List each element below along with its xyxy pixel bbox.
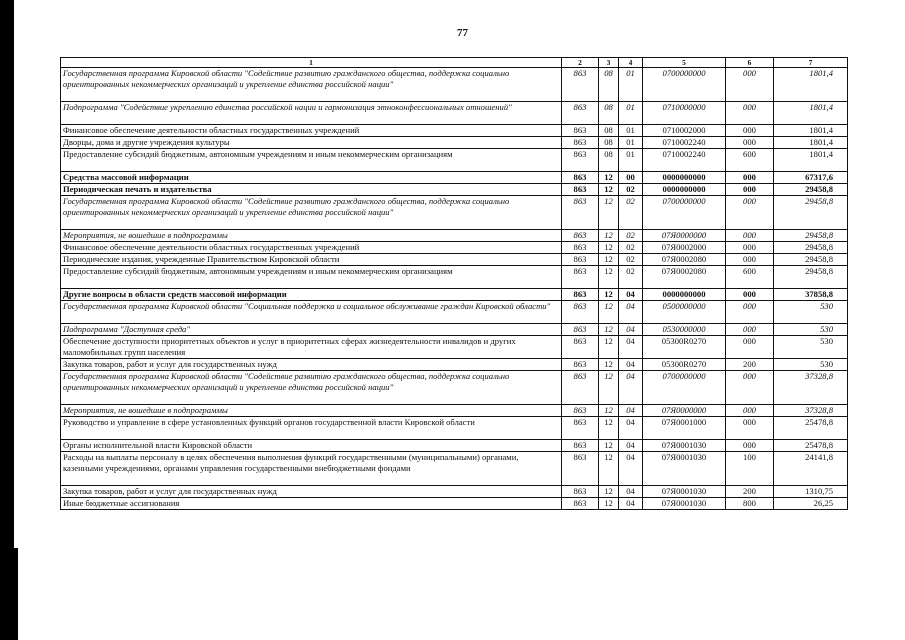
row-target-item-code: 07Я0002080 (643, 254, 726, 266)
row-subsection-code: 02 (619, 266, 643, 289)
row-subsection-code: 01 (619, 68, 643, 102)
row-section-code: 12 (599, 289, 619, 301)
row-subsection-code: 04 (619, 324, 643, 336)
row-section-code: 12 (599, 254, 619, 266)
row-expense-type-code: 000 (726, 336, 774, 359)
row-amount: 1801,4 (774, 125, 848, 137)
row-ministry-code: 863 (562, 301, 599, 324)
row-target-item-code: 0700000000 (643, 196, 726, 230)
row-target-item-code: 0710000000 (643, 102, 726, 125)
row-ministry-code: 863 (562, 102, 599, 125)
row-target-item-code: 0500000000 (643, 301, 726, 324)
row-amount: 1310,75 (774, 486, 848, 498)
row-section-code: 12 (599, 498, 619, 510)
row-description: Государственная программа Кировской области "Содействие развитию гражданского общества, поддержка социально ориентированных некоммерческих организаций и укрепление единства российской нации" (61, 68, 562, 102)
row-expense-type-code: 800 (726, 498, 774, 510)
row-section-code: 12 (599, 242, 619, 254)
row-target-item-code: 05300R0270 (643, 359, 726, 371)
table-row (61, 137, 848, 149)
row-description: Подпрограмма "Содействие укреплению единства российской нации и гармонизация этноконфессиональных отношений" (61, 102, 562, 125)
header-cell: 1 (61, 58, 562, 68)
header-cell: 7 (774, 58, 848, 68)
header-cell: 3 (599, 58, 619, 68)
table-row (61, 266, 848, 289)
table-row (61, 102, 848, 125)
row-section-code: 12 (599, 324, 619, 336)
header-cell: 5 (643, 58, 726, 68)
scan-edge-shadow-lower (0, 548, 18, 640)
row-description: Финансовое обеспечение деятельности областных государственных учреждений (61, 125, 562, 137)
row-subsection-code: 04 (619, 417, 643, 440)
row-description: Финансовое обеспечение деятельности областных государственных учреждений (61, 242, 562, 254)
row-target-item-code: 07Я0001030 (643, 440, 726, 452)
row-description: Закупка товаров, работ и услуг для государственных нужд (61, 486, 562, 498)
row-subsection-code: 04 (619, 498, 643, 510)
row-section-code: 08 (599, 125, 619, 137)
row-amount: 29458,8 (774, 230, 848, 242)
row-section-code: 12 (599, 405, 619, 417)
row-subsection-code: 01 (619, 125, 643, 137)
row-target-item-code: 0710002240 (643, 137, 726, 149)
row-ministry-code: 863 (562, 266, 599, 289)
row-subsection-code: 04 (619, 359, 643, 371)
header-cell: 2 (562, 58, 599, 68)
table-row (61, 359, 848, 371)
row-target-item-code: 0710002000 (643, 125, 726, 137)
row-ministry-code: 863 (562, 184, 599, 196)
row-target-item-code: 0700000000 (643, 371, 726, 405)
row-description: Государственная программа Кировской области "Социальная поддержка и социальное обслуживание граждан Кировской области" (61, 301, 562, 324)
table-row (61, 417, 848, 440)
row-expense-type-code: 000 (726, 102, 774, 125)
row-expense-type-code: 000 (726, 184, 774, 196)
row-description: Органы исполнительной власти Кировской области (61, 440, 562, 452)
row-amount: 29458,8 (774, 266, 848, 289)
row-expense-type-code: 000 (726, 172, 774, 184)
row-ministry-code: 863 (562, 68, 599, 102)
row-subsection-code: 04 (619, 405, 643, 417)
row-target-item-code: 0530000000 (643, 324, 726, 336)
row-subsection-code: 04 (619, 289, 643, 301)
row-amount: 25478,8 (774, 417, 848, 440)
row-section-code: 12 (599, 452, 619, 486)
row-amount: 530 (774, 324, 848, 336)
row-section-code: 12 (599, 440, 619, 452)
row-section-code: 12 (599, 486, 619, 498)
row-expense-type-code: 000 (726, 242, 774, 254)
row-expense-type-code: 000 (726, 68, 774, 102)
row-description: Иные бюджетные ассигнования (61, 498, 562, 510)
row-target-item-code: 07Я0002000 (643, 242, 726, 254)
row-subsection-code: 04 (619, 486, 643, 498)
row-description: Дворцы, дома и другие учреждения культуры (61, 137, 562, 149)
table-row (61, 172, 848, 184)
page-number: 77 (457, 27, 468, 39)
row-subsection-code: 01 (619, 149, 643, 172)
row-description: Периодическая печать и издательства (61, 184, 562, 196)
table-row (61, 289, 848, 301)
row-ministry-code: 863 (562, 440, 599, 452)
table-row (61, 196, 848, 230)
row-expense-type-code: 200 (726, 359, 774, 371)
table-row (61, 371, 848, 405)
row-expense-type-code: 600 (726, 266, 774, 289)
row-section-code: 12 (599, 301, 619, 324)
row-subsection-code: 02 (619, 184, 643, 196)
row-target-item-code: 0000000000 (643, 172, 726, 184)
row-description: Мероприятия, не вошедшие в подпрограммы (61, 405, 562, 417)
row-section-code: 12 (599, 230, 619, 242)
table-row (61, 486, 848, 498)
row-section-code: 12 (599, 371, 619, 405)
row-amount: 29458,8 (774, 196, 848, 230)
row-expense-type-code: 000 (726, 289, 774, 301)
table-row (61, 452, 848, 486)
row-description: Государственная программа Кировской области "Содействие развитию гражданского общества, поддержка социально ориентированных некоммерческих организаций и укрепление единства российской нации" (61, 371, 562, 405)
row-amount: 1801,4 (774, 102, 848, 125)
row-expense-type-code: 000 (726, 137, 774, 149)
row-expense-type-code: 000 (726, 125, 774, 137)
row-ministry-code: 863 (562, 324, 599, 336)
header-cell: 4 (619, 58, 643, 68)
row-section-code: 08 (599, 102, 619, 125)
row-ministry-code: 863 (562, 196, 599, 230)
table-row (61, 498, 848, 510)
row-subsection-code: 01 (619, 137, 643, 149)
row-description: Закупка товаров, работ и услуг для государственных нужд (61, 359, 562, 371)
row-target-item-code: 0000000000 (643, 289, 726, 301)
row-subsection-code: 02 (619, 230, 643, 242)
row-description: Предоставление субсидий бюджетным, автономным учреждениям и иным некоммерческим организациям (61, 149, 562, 172)
row-section-code: 12 (599, 184, 619, 196)
row-expense-type-code: 000 (726, 371, 774, 405)
row-ministry-code: 863 (562, 137, 599, 149)
table-row (61, 324, 848, 336)
row-ministry-code: 863 (562, 371, 599, 405)
table-row (61, 184, 848, 196)
row-amount: 25478,8 (774, 440, 848, 452)
row-expense-type-code: 000 (726, 405, 774, 417)
table-row (61, 230, 848, 242)
scan-edge-shadow (0, 0, 14, 640)
row-section-code: 12 (599, 172, 619, 184)
row-subsection-code: 02 (619, 254, 643, 266)
row-subsection-code: 04 (619, 336, 643, 359)
row-target-item-code: 07Я0000000 (643, 405, 726, 417)
table-row (61, 125, 848, 137)
row-target-item-code: 05300R0270 (643, 336, 726, 359)
row-ministry-code: 863 (562, 230, 599, 242)
header-cell: 6 (726, 58, 774, 68)
row-target-item-code: 07Я0001030 (643, 498, 726, 510)
row-section-code: 12 (599, 266, 619, 289)
row-subsection-code: 04 (619, 301, 643, 324)
row-ministry-code: 863 (562, 242, 599, 254)
row-amount: 1801,4 (774, 149, 848, 172)
row-amount: 530 (774, 359, 848, 371)
row-subsection-code: 04 (619, 371, 643, 405)
row-expense-type-code: 000 (726, 254, 774, 266)
row-amount: 530 (774, 336, 848, 359)
row-expense-type-code: 000 (726, 196, 774, 230)
row-ministry-code: 863 (562, 125, 599, 137)
row-description: Другие вопросы в области средств массовой информации (61, 289, 562, 301)
row-subsection-code: 02 (619, 242, 643, 254)
row-target-item-code: 07Я0000000 (643, 230, 726, 242)
row-target-item-code: 07Я0001000 (643, 417, 726, 440)
row-target-item-code: 07Я0002080 (643, 266, 726, 289)
row-ministry-code: 863 (562, 172, 599, 184)
row-section-code: 08 (599, 137, 619, 149)
row-subsection-code: 00 (619, 172, 643, 184)
row-subsection-code: 04 (619, 440, 643, 452)
row-ministry-code: 863 (562, 452, 599, 486)
row-target-item-code: 07Я0001030 (643, 486, 726, 498)
row-amount: 1801,4 (774, 137, 848, 149)
row-target-item-code: 0700000000 (643, 68, 726, 102)
row-description: Руководство и управление в сфере установленных функций органов государственной власти Кировской области (61, 417, 562, 440)
row-ministry-code: 863 (562, 336, 599, 359)
table-row (61, 301, 848, 324)
row-description: Государственная программа Кировской области "Содействие развитию гражданского общества, поддержка социально ориентированных некоммерческих организаций и укрепление единства российской нации" (61, 196, 562, 230)
row-target-item-code: 0000000000 (643, 184, 726, 196)
row-expense-type-code: 600 (726, 149, 774, 172)
row-ministry-code: 863 (562, 417, 599, 440)
table-row (61, 336, 848, 359)
row-amount: 26,25 (774, 498, 848, 510)
row-amount: 37858,8 (774, 289, 848, 301)
row-ministry-code: 863 (562, 149, 599, 172)
table-row (61, 149, 848, 172)
row-amount: 530 (774, 301, 848, 324)
row-amount: 37328,8 (774, 405, 848, 417)
row-section-code: 12 (599, 359, 619, 371)
row-amount: 37328,8 (774, 371, 848, 405)
row-description: Расходы на выплаты персоналу в целях обеспечения выполнения функций государственными (муниципальными) органами, казенными учреждениями, органами управления государственными внебюджетными фондами (61, 452, 562, 486)
row-expense-type-code: 100 (726, 452, 774, 486)
row-amount: 29458,8 (774, 184, 848, 196)
row-expense-type-code: 200 (726, 486, 774, 498)
table-row (61, 68, 848, 102)
table-row (61, 405, 848, 417)
row-expense-type-code: 000 (726, 417, 774, 440)
row-description: Мероприятия, не вошедшие в подпрограммы (61, 230, 562, 242)
row-description: Предоставление субсидий бюджетным, автономным учреждениям и иным некоммерческим организациям (61, 266, 562, 289)
row-subsection-code: 02 (619, 196, 643, 230)
row-expense-type-code: 000 (726, 230, 774, 242)
row-amount: 29458,8 (774, 254, 848, 266)
table-row (61, 242, 848, 254)
row-description: Средства массовой информации (61, 172, 562, 184)
row-subsection-code: 04 (619, 452, 643, 486)
row-description: Подпрограмма "Доступная среда" (61, 324, 562, 336)
row-section-code: 08 (599, 149, 619, 172)
row-subsection-code: 01 (619, 102, 643, 125)
row-expense-type-code: 000 (726, 324, 774, 336)
row-section-code: 12 (599, 417, 619, 440)
row-amount: 29458,8 (774, 242, 848, 254)
table-row (61, 254, 848, 266)
row-amount: 1801,4 (774, 68, 848, 102)
row-description: Обеспечение доступности приоритетных объектов и услуг в приоритетных сферах жизнедеятельности инвалидов и других маломобильных групп населения (61, 336, 562, 359)
row-description: Периодические издания, учрежденные Правительством Кировской области (61, 254, 562, 266)
row-amount: 67317,6 (774, 172, 848, 184)
row-ministry-code: 863 (562, 289, 599, 301)
row-expense-type-code: 000 (726, 301, 774, 324)
row-target-item-code: 0710002240 (643, 149, 726, 172)
row-ministry-code: 863 (562, 486, 599, 498)
row-ministry-code: 863 (562, 359, 599, 371)
row-ministry-code: 863 (562, 254, 599, 266)
header-row (61, 58, 848, 68)
row-amount: 24141,8 (774, 452, 848, 486)
row-section-code: 08 (599, 68, 619, 102)
row-section-code: 12 (599, 196, 619, 230)
row-ministry-code: 863 (562, 405, 599, 417)
row-ministry-code: 863 (562, 498, 599, 510)
table-row (61, 440, 848, 452)
budget-table (60, 57, 848, 510)
row-section-code: 12 (599, 336, 619, 359)
row-expense-type-code: 000 (726, 440, 774, 452)
row-target-item-code: 07Я0001030 (643, 452, 726, 486)
